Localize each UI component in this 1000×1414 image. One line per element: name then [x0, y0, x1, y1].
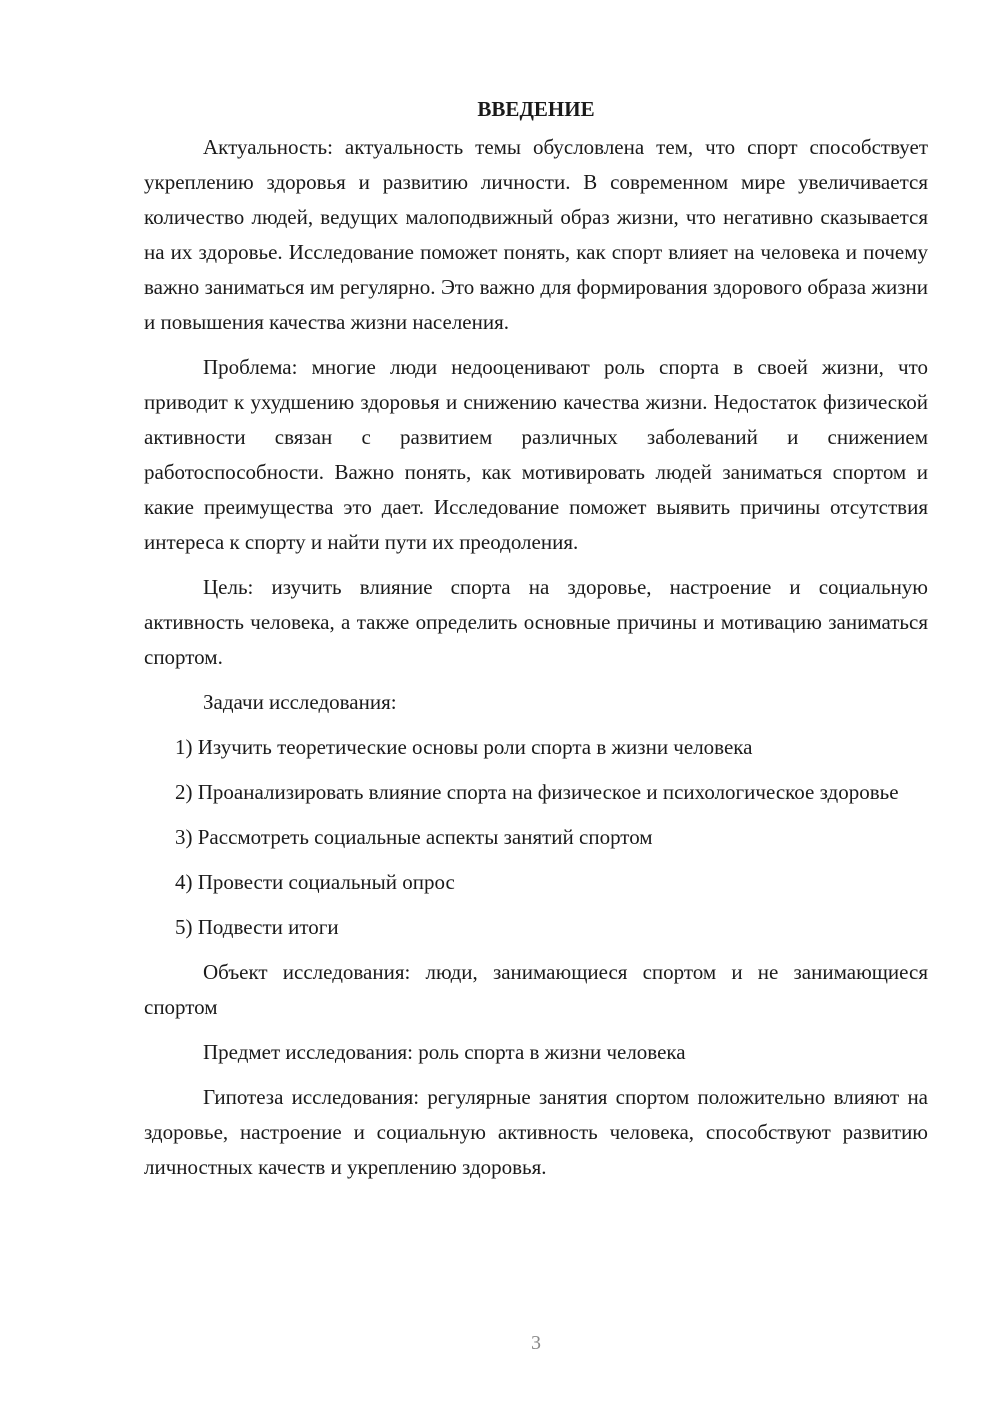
- task-item-4: 4) Провести социальный опрос: [175, 870, 455, 894]
- relevance-paragraph: Актуальность: актуальность темы обусловлена тем, что спорт способствует укреплению здоровья и развитию личности. В современном мире увеличивается количество людей, ведущих малоподвижный образ жизни, что негативно сказывается на их здоровье. Исследование поможет понять, как спорт влияет на человека и почему важно заниматься им регулярно. Это важно для формирования здорового образа жизни и повышения качества жизни населения.: [144, 135, 928, 334]
- hypothesis-paragraph: Гипотеза исследования: регулярные занятия спортом положительно влияют на здоровье, настроение и социальную активность человека, способствуют развитию личностных качеств и укреплению здоровья.: [144, 1085, 928, 1179]
- task-item-1: 1) Изучить теоретические основы роли спорта в жизни человека: [175, 735, 753, 759]
- task-item-5: 5) Подвести итоги: [175, 915, 339, 939]
- problem-paragraph: Проблема: многие люди недооценивают роль спорта в своей жизни, что приводит к ухудшению здоровья и снижению качества жизни. Недостаток физической активности связан с развитием различных заболеваний и снижением работоспособности. Важно понять, как мотивировать людей заниматься спортом и какие преимущества это дает. Исследование поможет выявить причины отсутствия интереса к спорту и найти пути их преодоления.: [144, 355, 928, 554]
- page-title: ВВЕДЕНИЕ: [477, 97, 595, 121]
- tasks-heading: Задачи исследования:: [203, 690, 397, 714]
- object-paragraph: Объект исследования: люди, занимающиеся спортом и не занимающиеся спортом: [144, 960, 928, 1019]
- subject-paragraph: Предмет исследования: роль спорта в жизни человека: [203, 1040, 686, 1064]
- goal-paragraph: Цель: изучить влияние спорта на здоровье, настроение и социальную активность человека, а также определить основные причины и мотивацию заниматься спортом.: [144, 575, 928, 669]
- page-number: 3: [531, 1332, 541, 1354]
- page-content: [144, 92, 928, 1195]
- task-item-2: 2) Проанализировать влияние спорта на физическое и психологическое здоровье: [175, 780, 899, 804]
- task-item-3: 3) Рассмотреть социальные аспекты занятий спортом: [175, 825, 653, 849]
